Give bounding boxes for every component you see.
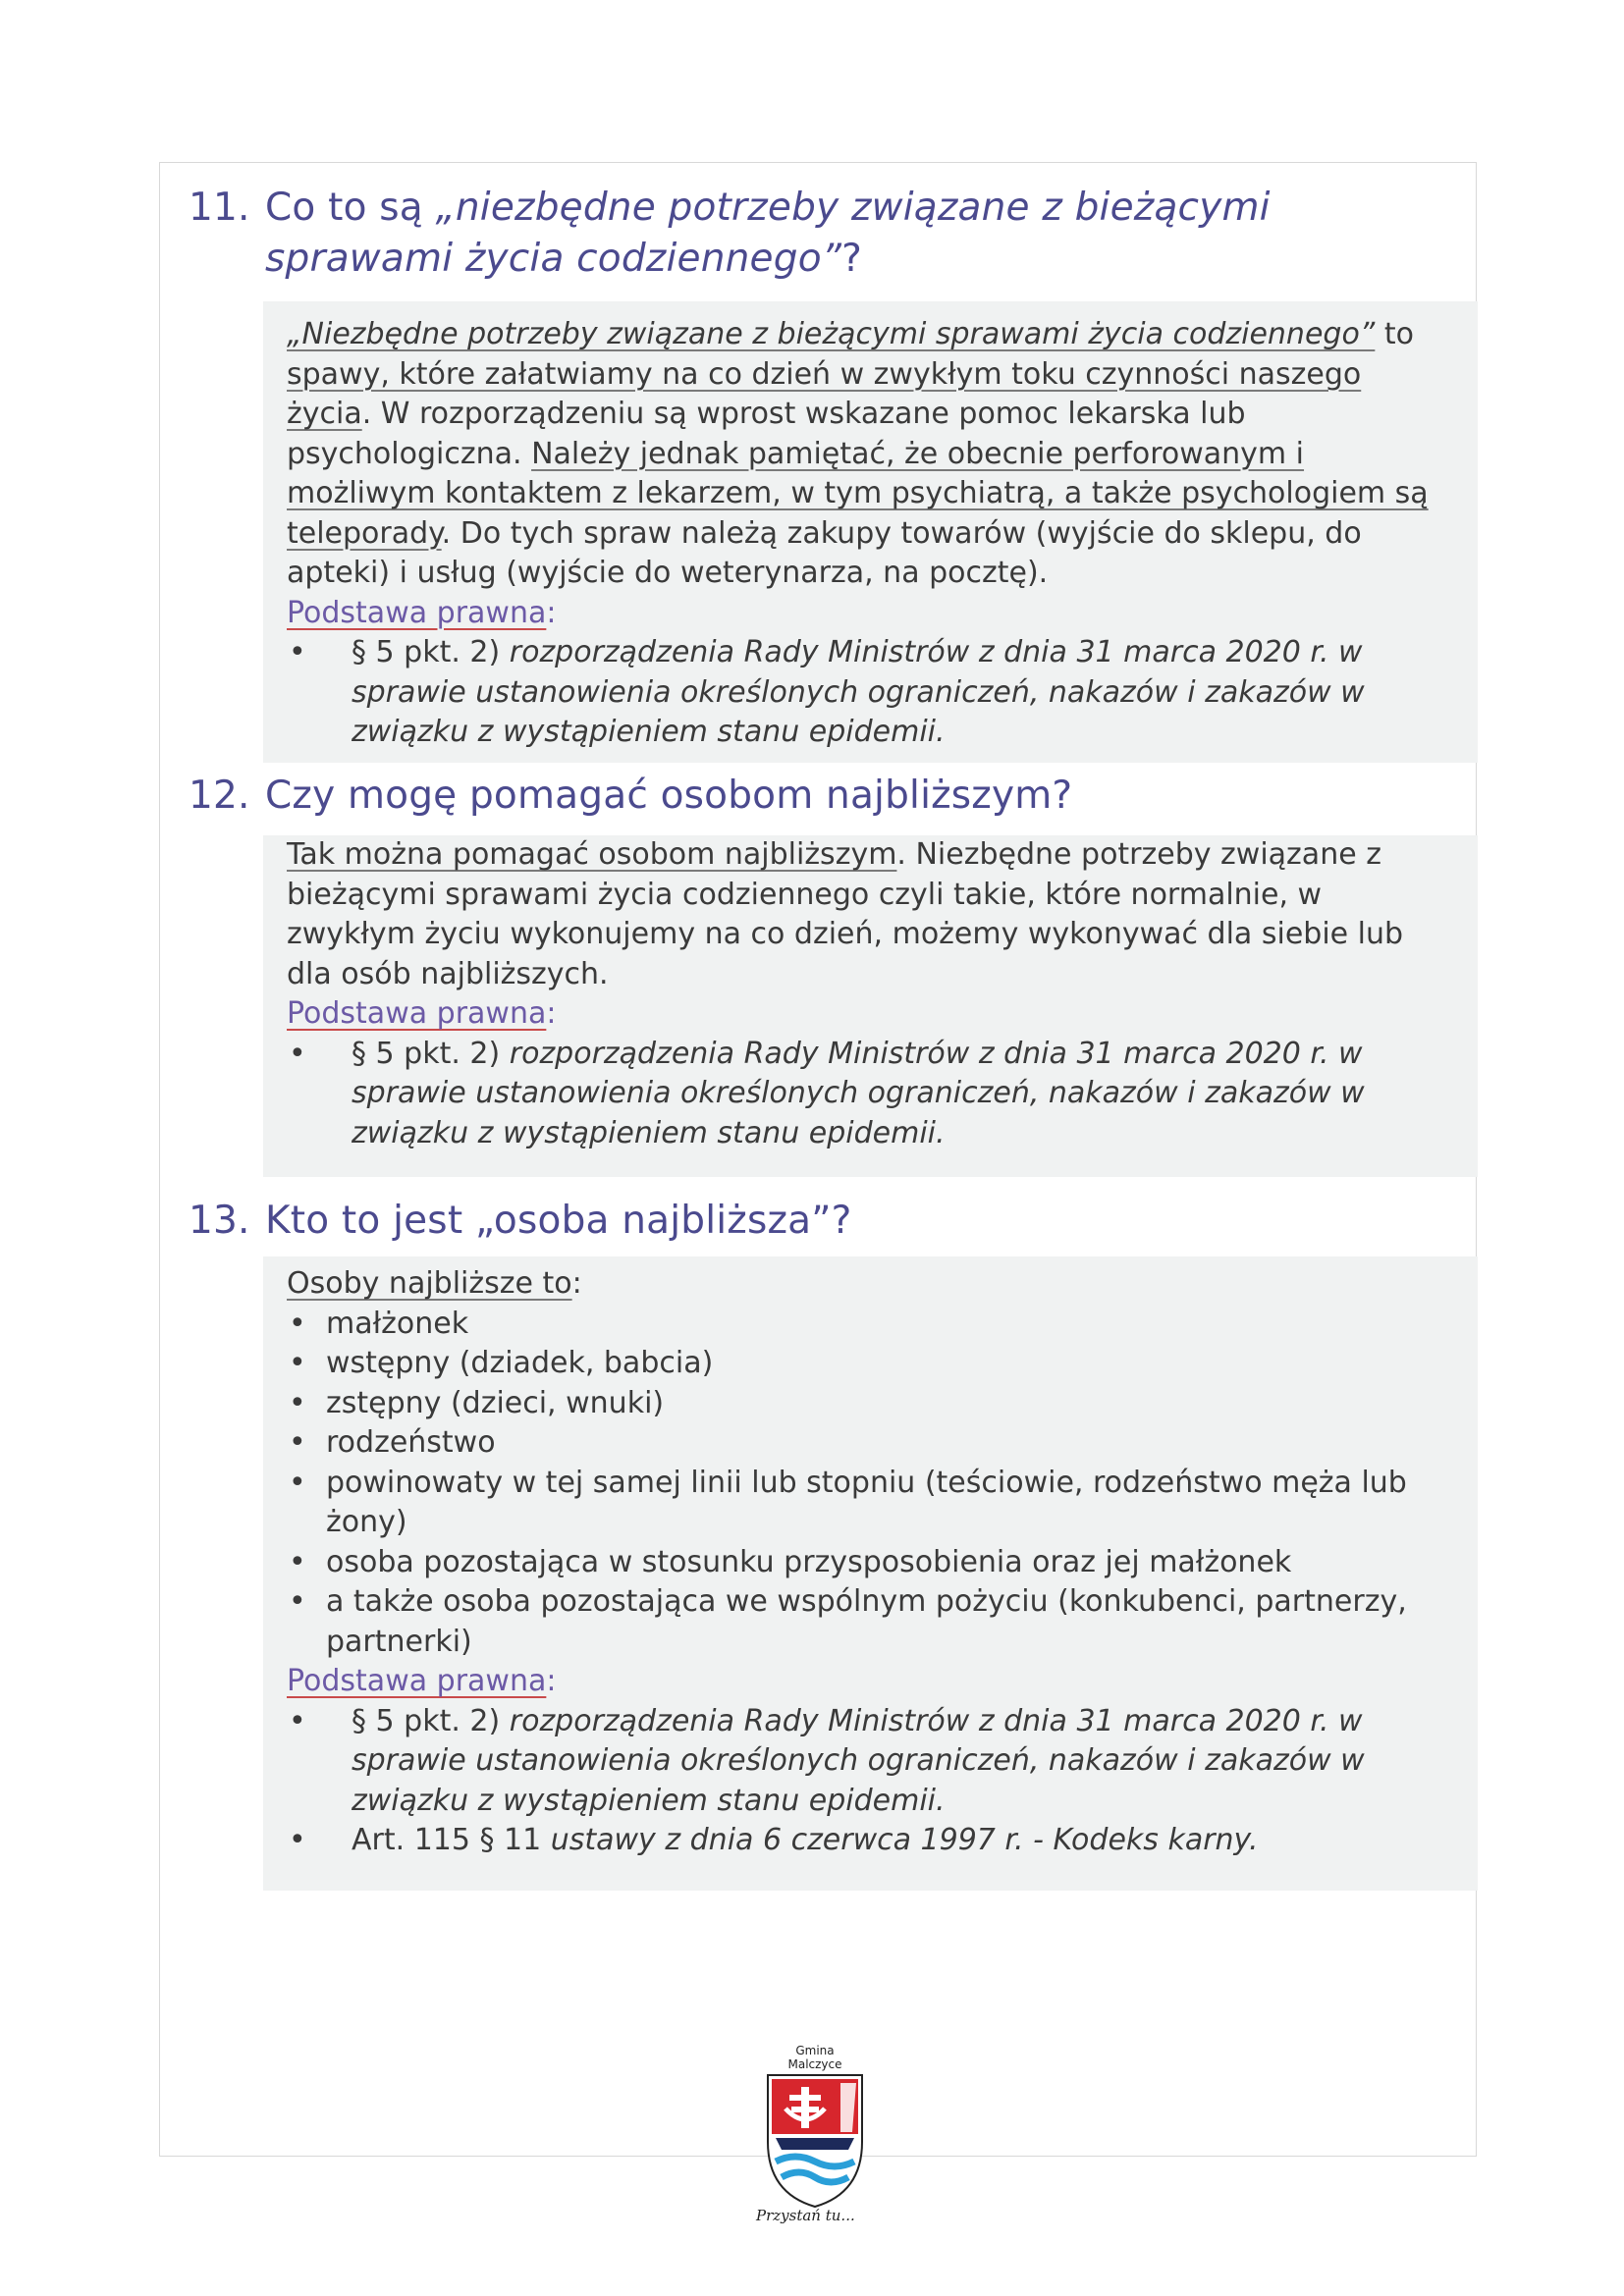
question-number: 11. [189, 186, 250, 230]
question-title: Co to są „niezbędne potrzeby związane z bieżącymi sprawami życia codziennego”? [265, 186, 1271, 281]
list-item: • osoba pozostająca w stosunku przysposobienia oraz jej małżonek [289, 1544, 1292, 1579]
coat-of-arms-icon [746, 2073, 884, 2211]
logo-caption-line2: Malczyce [787, 2057, 842, 2071]
logo-signature: Przystań tu... [756, 2207, 855, 2224]
list-item: • a także osoba pozostająca we wspólnym pożyciu (konkubenci, partnerzy, partnerki) [289, 1584, 1407, 1659]
answer-12-box [263, 835, 1478, 1177]
question-11-heading [189, 183, 1467, 285]
answer-13-intro: Osoby najbliższe to: [287, 1266, 582, 1301]
question-12-heading [189, 771, 1467, 822]
question-13-heading [189, 1196, 1467, 1247]
legal-basis-label: Podstawa prawna: [287, 595, 557, 630]
list-item: • zstępny (dzieci, wnuki) [289, 1385, 665, 1420]
answer-11-box [263, 301, 1478, 763]
answer-12-paragraph: Tak można pomagać osobom najbliższym. Niezbędne potrzeby związane z bieżącymi sprawami życia codziennego czyli takie, które normalnie, w zwykłym życiu wykonujemy na co dzień, możemy wykonywać dla siebie lub dla osób najbliższych. [287, 837, 1404, 991]
legal-basis-item: • § 5 pkt. 2) rozporządzenia Rady Ministrów z dnia 31 marca 2020 r. w sprawie ustanowienia określonych ograniczeń, nakazów i zakazów w związku z wystąpieniem stanu epidemii. [289, 1703, 1365, 1818]
gmina-malczyce-logo [746, 2042, 884, 2238]
list-item: • małżonek [289, 1306, 469, 1341]
legal-basis-label: Podstawa prawna: [287, 996, 557, 1031]
answer-11-paragraph: „Niezbędne potrzeby związane z bieżącymi sprawami życia codziennego” to spawy, które załatwiamy na co dzień w zwykłym toku czynności naszego życia. W rozporządzeniu są wprost wskazane pomoc lekarska lub psychologiczna. Należy jednak pamiętać, że obecnie perforowanym i możliwym kontaktem z lekarzem, w tym psychiatrą, a także psychologiem są teleporady. Do tych spraw należą zakupy towarów (wyjście do sklepu, do apteki) i usług (wyjście do weterynarza, na pocztę). [287, 317, 1429, 590]
legal-basis-item: • § 5 pkt. 2) rozporządzenia Rady Ministrów z dnia 31 marca 2020 r. w sprawie ustanowienia określonych ograniczeń, nakazów i zakazów w związku z wystąpieniem stanu epidemii. [289, 635, 1365, 749]
question-title: Kto to jest „osoba najbliższa”? [265, 1199, 852, 1243]
list-item: • rodzeństwo [289, 1425, 496, 1460]
legal-basis-item: • Art. 115 § 11 ustawy z dnia 6 czerwca 1997 r. - Kodeks karny. [289, 1823, 1259, 1857]
question-number: 13. [189, 1199, 250, 1243]
list-item: • wstępny (dziadek, babcia) [289, 1346, 714, 1380]
legal-basis-label: Podstawa prawna: [287, 1664, 557, 1698]
logo-caption-line1: Gmina [795, 2044, 835, 2057]
question-number: 12. [189, 774, 250, 818]
list-item: • powinowaty w tej samej linii lub stopniu (teściowie, rodzeństwo męża lub żony) [289, 1465, 1407, 1539]
question-title: Czy mogę pomagać osobom najbliższym? [265, 774, 1073, 818]
legal-basis-item: • § 5 pkt. 2) rozporządzenia Rady Ministrów z dnia 31 marca 2020 r. w sprawie ustanowienia określonych ograniczeń, nakazów i zakazów w związku z wystąpieniem stanu epidemii. [289, 1036, 1365, 1150]
answer-13-box [263, 1256, 1478, 1891]
